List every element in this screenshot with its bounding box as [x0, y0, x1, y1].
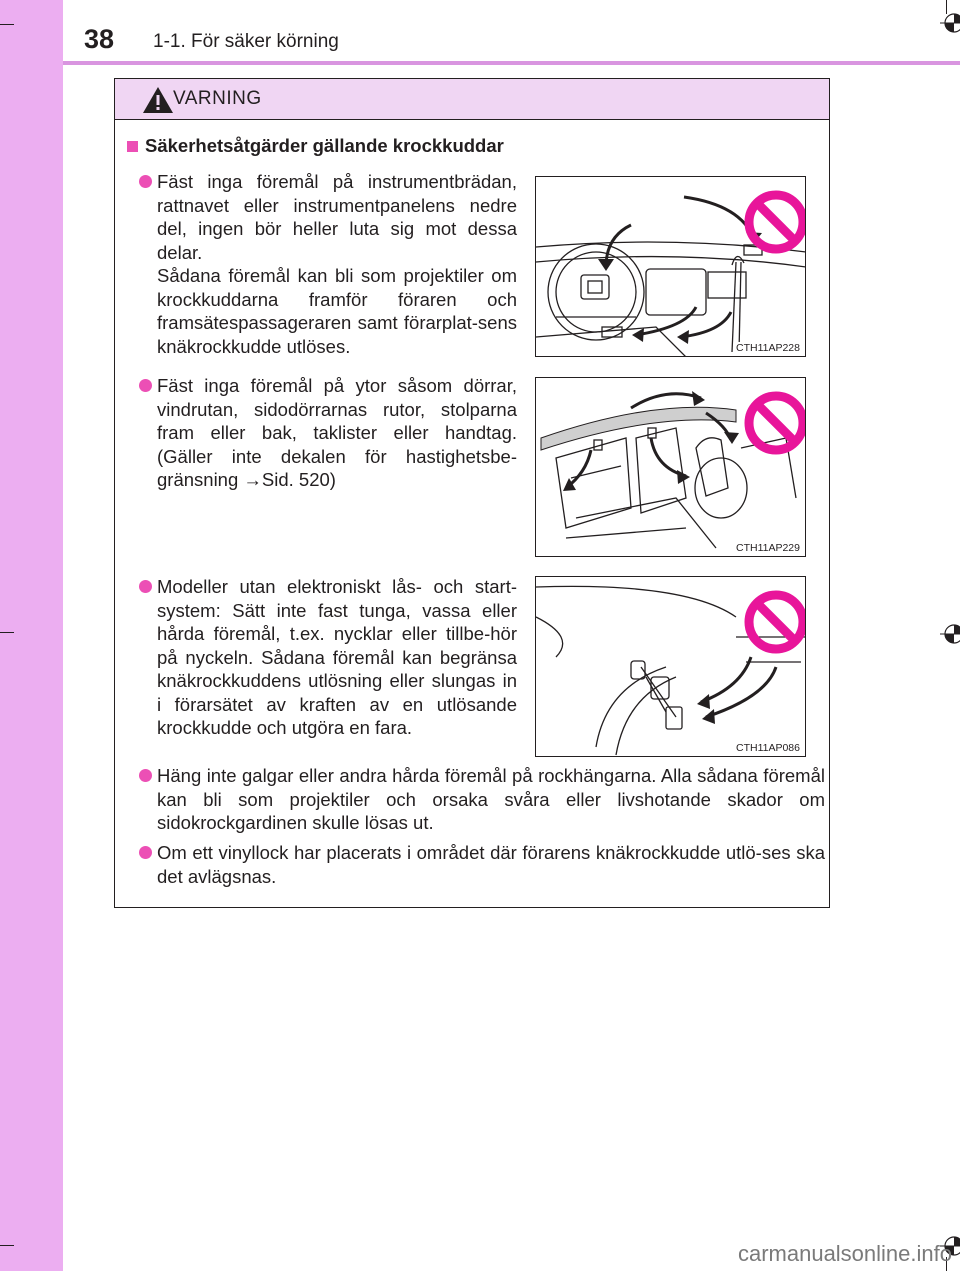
round-bullet-icon: [139, 846, 152, 859]
key-drawing: [536, 577, 806, 757]
item-paragraph: Fäst inga föremål på instrumentbrädan, rattnavet eller instrumentpanelens nedre del, ingen bör heller luta sig mot dessa delar.: [157, 171, 517, 263]
figure-code: CTH11AP228: [735, 342, 800, 354]
round-bullet-icon: [139, 580, 152, 593]
section-title: [127, 135, 504, 157]
warning-triangle-icon: [141, 85, 175, 115]
dashboard-drawing: [536, 177, 806, 357]
square-bullet-icon: [127, 141, 138, 152]
section-title-text: Säkerhetsåtgärder gällande krockkuddar: [145, 135, 504, 156]
list-item: [157, 764, 825, 835]
interior-drawing: [536, 378, 806, 557]
registration-mark-icon: [940, 621, 960, 647]
crop-mark: [0, 24, 14, 25]
round-bullet-icon: [139, 769, 152, 782]
item-paragraph: Om ett vinyllock har placerats i området där förarens knäkrockkudde utlö-ses ska det avlägsnas.: [157, 842, 825, 887]
illustration-key: [535, 576, 806, 757]
watermark: carmanualsonline.info: [737, 1241, 952, 1266]
item-paragraph: Häng inte galgar eller andra hårda föremål på rockhängarna. Alla sådana föremål kan bli som projektiler och orsaka svåra eller livshotande skador om sidokrockgardinen skulle lösas ut.: [157, 765, 825, 833]
warning-header: [115, 79, 829, 120]
figure-code: CTH11AP086: [735, 742, 800, 754]
crop-mark: [0, 1245, 14, 1246]
list-item: [157, 170, 517, 358]
round-bullet-icon: [139, 175, 152, 188]
registration-mark-icon: [940, 10, 960, 36]
warning-box: [114, 78, 830, 908]
figure-code: CTH11AP229: [735, 542, 800, 554]
list-item: [157, 575, 517, 740]
prohibition-sign-icon: [749, 595, 803, 649]
illustration-dashboard: [535, 176, 806, 357]
warning-label: VARNING: [173, 88, 262, 109]
arrow-right-icon: →: [243, 469, 262, 490]
illustration-interior: [535, 377, 806, 557]
item-paragraph: Fäst inga föremål på ytor såsom dörrar, vindrutan, sidodörrarnas rutor, stolparna fram eller bak, taklister eller handtag. (Gäller inte dekalen för hastighetsbe-gränsning →Sid. 520): [157, 375, 517, 490]
item-paragraph: Sådana föremål kan bli som projektiler om krockkuddarna framför föraren och framsätespassageraren samt förarplat-sens knäkrockkudde utlöses.: [157, 265, 517, 357]
left-color-band: [0, 0, 63, 1271]
crop-mark: [0, 632, 14, 633]
round-bullet-icon: [139, 379, 152, 392]
header-rule: [63, 61, 960, 65]
item-paragraph: Modeller utan elektroniskt lås- och start-system: Sätt inte fast tunga, vassa eller hårda föremål, t.ex. nycklar eller tillbe-hör på nyckeln. Sådana föremål kan begränsa knäkrockkuddens utlösning eller slungas in i förarsätet av kraften av en utlösande krockkudde och utgöra en fara.: [157, 576, 517, 738]
prohibition-sign-icon: [749, 195, 803, 249]
chapter-title: 1-1. För säker körning: [153, 31, 339, 52]
list-item: [157, 841, 825, 888]
page-number: 38: [84, 24, 115, 54]
list-item: [157, 374, 517, 492]
prohibition-sign-icon: [749, 396, 803, 450]
